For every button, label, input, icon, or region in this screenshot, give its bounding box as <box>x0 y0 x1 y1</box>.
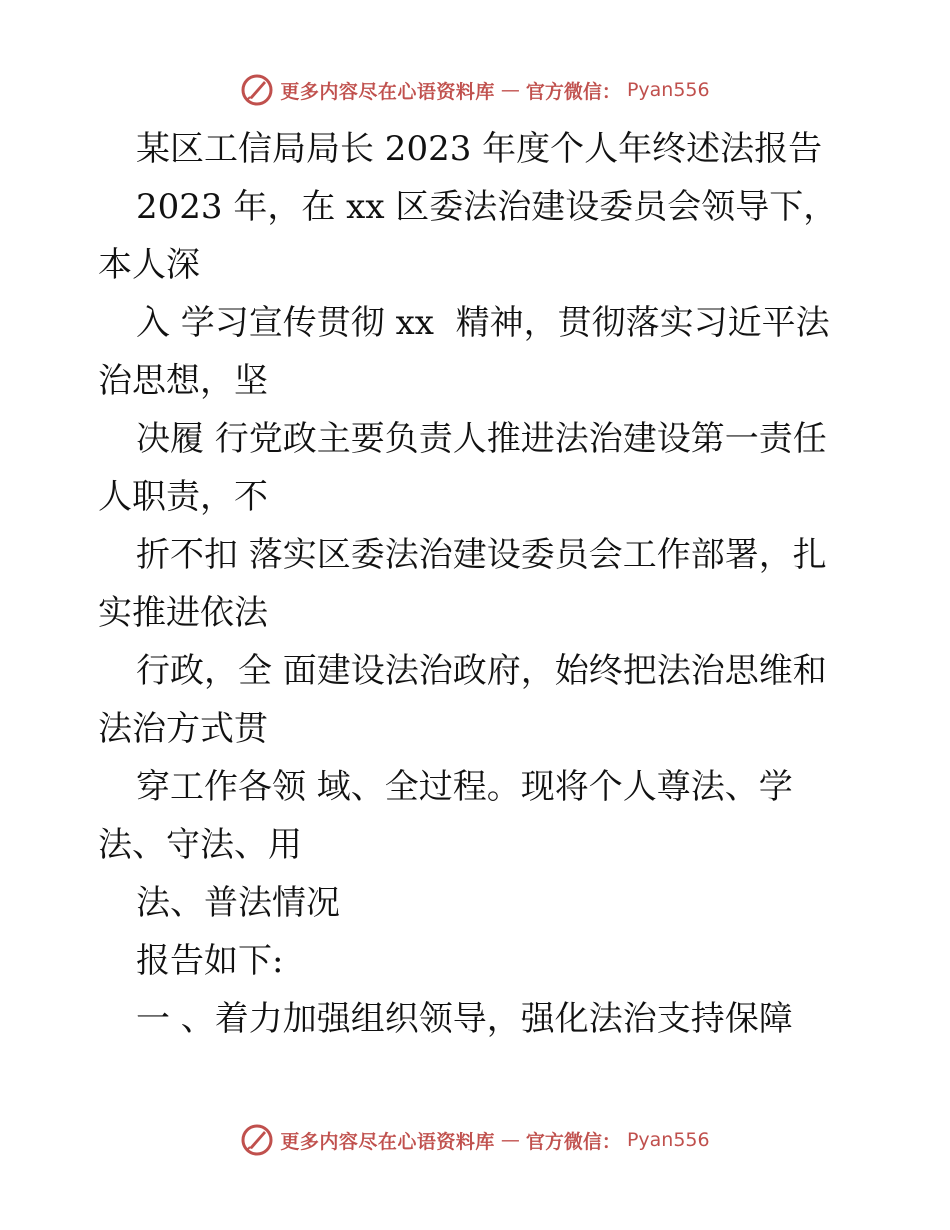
banner-wechat-id: Pyan556 <box>626 79 710 101</box>
document-line: 入 学习宣传贯彻 xx 精神，贯彻落实习近平法 <box>136 303 830 343</box>
document-line: 折不扣 落实区委法治建设委员会工作部署，扎 <box>136 535 827 575</box>
document-line: 本人深 <box>98 245 200 285</box>
banner-main-text: 更多内容尽在心语资料库 <box>280 80 495 103</box>
banner-wechat-label: 官方微信： <box>525 1130 621 1153</box>
document-line: 一 、着力加强组织领导，强化法治支持保障 <box>136 999 793 1039</box>
document-line: 治思想，坚 <box>98 361 268 401</box>
document-line: 行政，全 面建设法治政府，始终把法治思维和 <box>136 651 827 691</box>
document-line: 穿工作各领 域、全过程。现将个人尊法、学 <box>136 767 793 807</box>
quill-logo-icon <box>240 1123 274 1157</box>
document-line: 实推进依法 <box>98 593 268 633</box>
quill-logo-icon <box>240 73 274 107</box>
document-line: 报告如下: <box>136 941 284 981</box>
banner-separator: — <box>500 79 520 101</box>
document-line: 决履 行党政主要负责人推进法治建设第一责任 <box>136 419 827 459</box>
footer-banner <box>0 1120 950 1160</box>
document-line: 法、普法情况 <box>136 883 340 923</box>
banner-main-text: 更多内容尽在心语资料库 <box>280 1130 495 1153</box>
document-body <box>98 120 898 1048</box>
document-line: 某区工信局局长 2023 年度个人年终述法报告 <box>136 129 823 169</box>
document-line: 法、守法、用 <box>98 825 302 865</box>
document-line: 2023 年，在 xx 区委法治建设委员会领导下， <box>136 187 838 227</box>
banner-separator: — <box>500 1129 520 1151</box>
document-line: 人职责，不 <box>98 477 268 517</box>
header-banner <box>0 70 950 110</box>
document-line: 法治方式贯 <box>98 709 268 749</box>
banner-wechat-label: 官方微信： <box>525 80 621 103</box>
banner-wechat-id: Pyan556 <box>626 1129 710 1151</box>
